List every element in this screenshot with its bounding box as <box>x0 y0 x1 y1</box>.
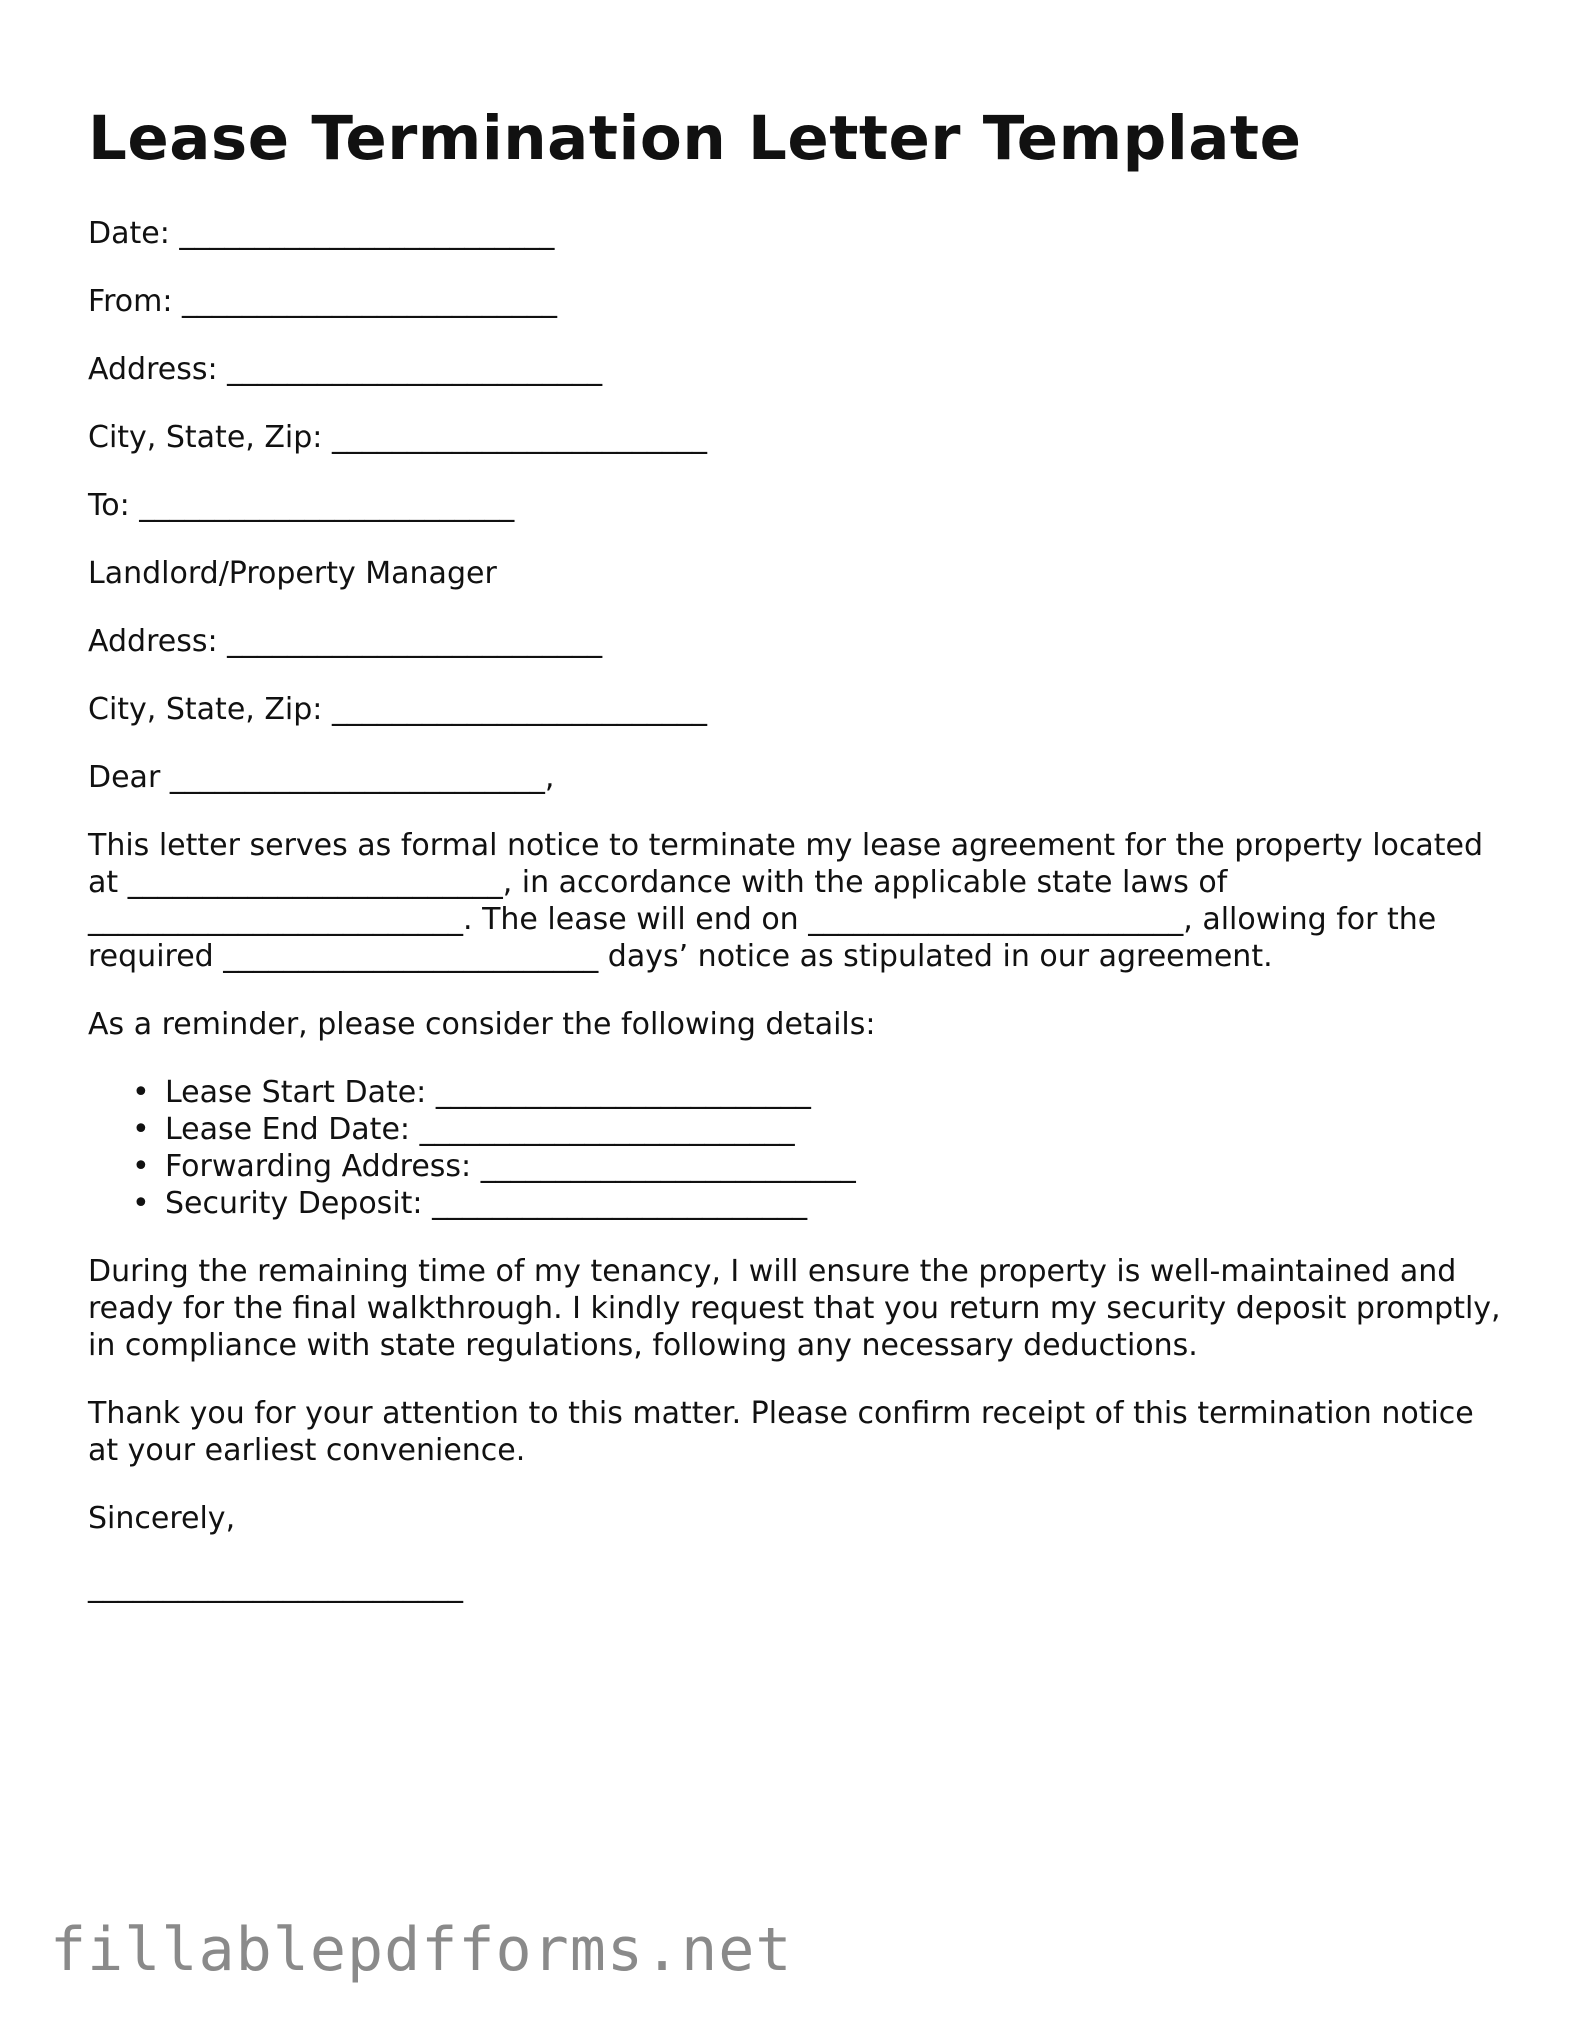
notice-days-blank[interactable]: _________________________ <box>223 939 599 974</box>
sender-city-field <box>88 419 1508 456</box>
recipient-address-blank[interactable]: _________________________ <box>227 624 603 659</box>
watermark: fillablepdfforms.net <box>50 1915 793 1985</box>
list-item <box>88 1074 1508 1111</box>
sender-address-field <box>88 351 1508 388</box>
tenancy-paragraph: During the remaining time of my tenancy, I will ensure the property is well-maintained and ready for the final walkthrough. I kindly request that you return my security deposit promptly, in compliance with state regulations, following any necessary deductions. <box>88 1254 1501 1363</box>
security-deposit-label: Security Deposit: <box>165 1186 423 1221</box>
salutation-comma: , <box>544 760 555 795</box>
details-list <box>88 1074 1508 1222</box>
security-deposit-blank[interactable]: _________________________ <box>432 1186 808 1221</box>
bullet-icon: • <box>132 1186 150 1221</box>
to-label: To: <box>88 488 130 523</box>
notice-text-1: This letter serves as formal notice to terminate my lease agreement for the property located at <box>88 828 1484 900</box>
salutation-field <box>88 759 1508 796</box>
salutation-blank[interactable]: _________________________ <box>169 760 545 795</box>
closing-text: Sincerely, <box>88 1501 236 1536</box>
from-blank[interactable]: _________________________ <box>181 284 557 319</box>
page-title: Lease Termination Letter Template <box>88 103 1302 174</box>
date-blank[interactable]: _________________________ <box>179 216 555 251</box>
forwarding-address-blank[interactable]: _________________________ <box>480 1149 856 1184</box>
sender-address-label: Address: <box>88 352 218 387</box>
notice-paragraph <box>88 827 1508 975</box>
recipient-address-label: Address: <box>88 624 218 659</box>
thanks-paragraph: Thank you for your attention to this matter. Please confirm receipt of this termination notice at your earliest convenience. <box>88 1396 1474 1468</box>
sender-city-label: City, State, Zip: <box>88 420 323 455</box>
to-field <box>88 487 1508 524</box>
property-address-blank[interactable]: _________________________ <box>127 865 503 900</box>
end-date-blank[interactable]: _________________________ <box>808 902 1184 937</box>
date-label: Date: <box>88 216 170 251</box>
lease-end-label: Lease End Date: <box>165 1112 411 1147</box>
state-blank[interactable]: _________________________ <box>88 902 463 937</box>
recipient-address-field <box>88 623 1508 660</box>
recipient-city-blank[interactable]: _________________________ <box>331 692 707 727</box>
from-label: From: <box>88 284 173 319</box>
signature-blank[interactable]: _________________________ <box>88 1569 463 1604</box>
sender-address-blank[interactable]: _________________________ <box>227 352 603 387</box>
lease-start-blank[interactable]: _________________________ <box>435 1075 811 1110</box>
notice-text-5: days’ notice as stipulated in our agreement. <box>607 939 1273 974</box>
list-item <box>88 1148 1508 1185</box>
bullet-icon: • <box>132 1075 150 1110</box>
sender-city-blank[interactable]: _________________________ <box>331 420 707 455</box>
recipient-role: Landlord/Property Manager <box>88 556 497 591</box>
list-item <box>88 1111 1508 1148</box>
salutation-label: Dear <box>88 760 161 795</box>
notice-text-2: , in accordance with the applicable state laws of <box>502 865 1228 900</box>
bullet-icon: • <box>132 1149 150 1184</box>
lease-end-blank[interactable]: _________________________ <box>419 1112 795 1147</box>
date-field <box>88 215 1508 252</box>
recipient-city-label: City, State, Zip: <box>88 692 323 727</box>
reminder-text: As a reminder, please consider the following details: <box>88 1007 876 1042</box>
letter-page <box>88 103 1508 1605</box>
lease-start-label: Lease Start Date: <box>165 1075 427 1110</box>
to-blank[interactable]: _________________________ <box>139 488 515 523</box>
from-field <box>88 283 1508 320</box>
notice-text-4: , allowing for the required <box>88 902 1437 974</box>
recipient-city-field <box>88 691 1508 728</box>
list-item <box>88 1185 1508 1222</box>
bullet-icon: • <box>132 1112 150 1147</box>
forwarding-address-label: Forwarding Address: <box>165 1149 472 1184</box>
notice-text-3: . The lease will end on <box>463 902 799 937</box>
